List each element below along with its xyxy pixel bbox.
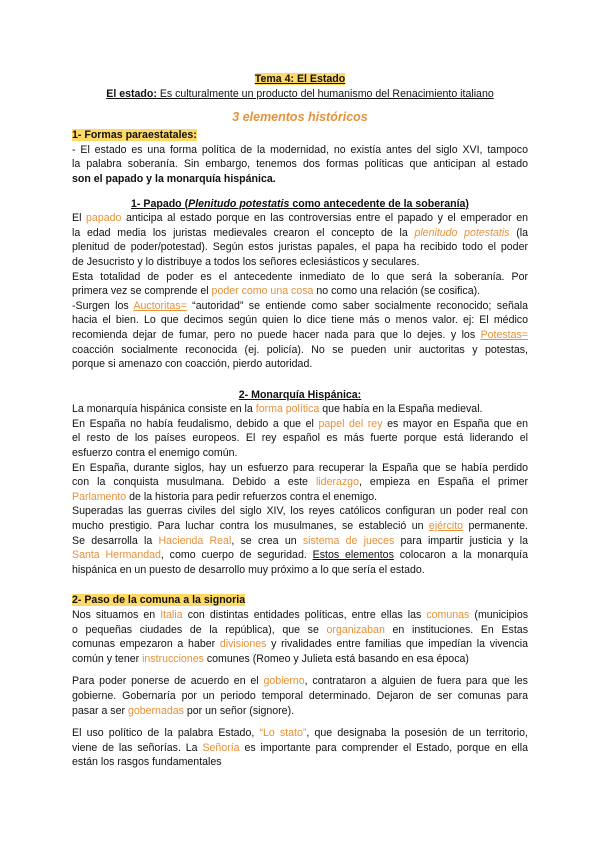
highlight-term: comunas xyxy=(426,609,470,621)
paragraph-line xyxy=(72,299,528,314)
comuna-heading: 2- Paso de la comuna a la signoria xyxy=(72,594,246,607)
text: para impartir justicia y la xyxy=(394,534,528,547)
text: viene de las señorías. La xyxy=(72,741,203,754)
section-formas-paraestatales xyxy=(72,128,528,186)
heading-italic: Plenitudo potestatis xyxy=(188,197,290,210)
paragraph-line: hacia el bien. Lo que decimos según quien lo dice tiene más o menos valor. ej: El médico xyxy=(72,314,528,327)
paragraph-line xyxy=(72,652,528,667)
section-heading: 3 elementos históricos xyxy=(232,110,368,125)
title-text: Tema 4: El Estado xyxy=(254,73,346,85)
paragraph-line xyxy=(72,623,528,638)
paragraph-line: la palabra soberanía. Sin embargo, tenemos dos formas políticas que anticipan al estado xyxy=(72,158,528,171)
paragraph-line xyxy=(72,284,528,299)
highlight-term: “Lo stato” xyxy=(259,727,307,740)
text: mucho prestigio. Para luchar contra los musulmanes, se estableció un xyxy=(72,520,429,533)
papado-heading xyxy=(72,197,528,212)
paragraph-line xyxy=(72,741,528,756)
highlight-term: Potestas= xyxy=(480,328,528,341)
paragraph-line: plenitud de poder/potestad). Según estos juristas papales, el papa ha recibido todo el poder xyxy=(72,241,528,254)
highlight-term: gobierno xyxy=(263,675,305,688)
paragraph-line xyxy=(72,608,528,623)
text: de la historia para pedir refuerzos contra el enemigo. xyxy=(126,490,378,503)
highlight-term: ejército xyxy=(428,520,464,533)
formas-heading: 1- Formas paraestatales: xyxy=(72,129,197,142)
text: no como una relación (se cosifica). xyxy=(313,285,481,298)
text: , contrataron a alguien de fuera para que les xyxy=(304,675,528,688)
paragraph-line xyxy=(72,417,528,432)
paragraph-line xyxy=(72,211,528,226)
highlight-term: forma política xyxy=(255,403,320,416)
text: , como cuerpo de seguridad. xyxy=(160,549,313,562)
text: con la conquista musulmana. Debido a este xyxy=(72,476,316,489)
paragraph-line: de Jesucristo y lo distribuye a todos los señores eclesiásticos y seculares. xyxy=(72,255,420,268)
paragraph-line xyxy=(72,490,528,505)
heading-part: 1- Papado ( xyxy=(131,197,189,210)
text: comunes (Romeo y Julieta está basando en esa época) xyxy=(203,652,469,665)
highlight-term: instrucciones xyxy=(142,652,204,665)
highlight-term: Santa Hermandad xyxy=(72,549,161,562)
text: común y tener xyxy=(72,652,143,665)
text: Se desarrolla la xyxy=(72,534,159,547)
highlight-term: gobernadas xyxy=(127,704,184,717)
text: , empieza en España el primer xyxy=(358,476,528,489)
section-papado xyxy=(72,197,528,372)
document-subtitle xyxy=(72,87,528,102)
paragraph-line xyxy=(72,402,528,417)
monarquia-heading: 2- Monarquía Hispánica: xyxy=(238,388,362,401)
highlight-term: plenitudo potestatis xyxy=(414,226,510,239)
text: que había en la España medieval. xyxy=(319,403,483,416)
document-title xyxy=(72,72,528,87)
paragraph-line: Superadas las guerras civiles del siglo XIV, los reyes católicos configuran un poder real con xyxy=(72,505,528,518)
highlight-term: poder como una cosa xyxy=(211,285,314,298)
highlight-term: Hacienda Real xyxy=(158,534,232,547)
text: permanente. xyxy=(463,520,528,533)
highlight-term: organizaban xyxy=(326,623,385,636)
text: comunas empezaron a haber xyxy=(72,638,220,651)
subtitle-text: Es culturalmente un producto del humanismo del Renacimiento italiano xyxy=(156,87,494,100)
text: es importante para comprender el Estado, porque en ella xyxy=(239,741,528,754)
text: o pequeñas ciudades de la república), que se xyxy=(72,623,327,636)
text: primera vez se comprende el xyxy=(72,285,212,298)
paragraph-line xyxy=(72,534,528,549)
highlight-term: Auctoritas= xyxy=(133,299,187,312)
underlined-term: Estos elementos xyxy=(312,549,394,562)
paragraph-line xyxy=(72,704,528,719)
paragraph-line xyxy=(72,548,528,563)
text: la edad media los juristas medievales crearon el concepto de la xyxy=(72,226,415,239)
paragraph-line: coacción socialmente reconocida (ej. policía). No se pueden unir auctoritas y potestas, xyxy=(72,343,528,356)
paragraph-line: - El estado es una forma política de la modernidad, no existía antes del siglo XVI, tampoco xyxy=(72,143,528,156)
paragraph-line xyxy=(72,726,528,741)
paragraph-line: gobierne. Gobernaría por un periodo temporal determinado. Dejaron de ser comunas para xyxy=(72,689,528,702)
highlight-term: Italia xyxy=(160,609,183,621)
paragraph-line: están los rasgos fundamentales xyxy=(72,756,222,769)
text: Nos situamos en xyxy=(72,609,161,621)
text: por un señor (signore). xyxy=(183,704,295,717)
paragraph-line: el resto de los países europeos. El rey español es más fuerte porque está liderando el xyxy=(72,432,528,445)
highlight-term: divisiones xyxy=(219,638,267,651)
text: anticipa al estado porque en las controversias entre el papado y el emperador en xyxy=(121,212,528,225)
heading-part: como antecedente de la soberanía) xyxy=(289,197,469,210)
text: es mayor en España que en xyxy=(382,417,528,430)
paragraph-line: En España, durante siglos, hay un esfuerzo para recuperar la España que se había perdido xyxy=(72,461,528,474)
paragraph-line xyxy=(72,328,528,343)
section-comuna-signoria xyxy=(72,593,528,770)
text: En España no había feudalismo, debido a que el xyxy=(72,417,319,430)
highlight-term: Parlamento xyxy=(72,490,127,503)
highlight-term: papel del rey xyxy=(318,417,383,430)
paragraph-line xyxy=(72,637,528,652)
text: con distintas entidades políticas, entre ellas las xyxy=(182,609,427,621)
subtitle-label: El estado: xyxy=(106,87,157,100)
section-monarquia xyxy=(72,388,528,578)
paragraph-line: esfuerzo contra el enemigo común. xyxy=(72,447,238,460)
highlight-term: sistema de jueces xyxy=(302,534,395,547)
text: , que designaba la posesión de un territorio, xyxy=(306,727,529,740)
highlight-term: papado xyxy=(86,212,122,225)
text: La monarquía hispánica consiste en la xyxy=(72,403,256,416)
text: recomienda dejar de fumar, pero no puede hacer nada para que lo dejes. y los xyxy=(72,328,481,341)
text: y rivalidades entre familias que impedían la vivencia xyxy=(266,638,528,651)
text: (municipios xyxy=(469,609,529,621)
paragraph-line: porque si amenazo con coacción, pierdo autoridad. xyxy=(72,358,313,371)
paragraph-line xyxy=(72,226,528,241)
paragraph-line: son el papado y la monarquía hispánica. xyxy=(72,172,276,185)
paragraph-line xyxy=(72,674,528,689)
paragraph-line: Esta totalidad de poder es el antecedente inmediato de lo que será la soberanía. Por xyxy=(72,270,528,283)
text: “autoridad” se entiende como saber socialmente reconocido; señala xyxy=(186,299,528,312)
text: El uso político de la palabra Estado, xyxy=(72,727,260,740)
paragraph-line xyxy=(72,519,528,534)
highlight-term: liderazgo xyxy=(315,476,359,489)
text: colocaron a la monarquía xyxy=(393,549,528,562)
text: El xyxy=(72,212,87,225)
text: (la xyxy=(509,226,528,239)
text: -Surgen los xyxy=(72,299,134,312)
text: , se crea un xyxy=(231,534,303,547)
text: Para poder ponerse de acuerdo en el xyxy=(72,675,264,688)
text: pasar a ser xyxy=(72,704,128,717)
text: en instituciones. En Estas xyxy=(384,623,528,636)
paragraph-line xyxy=(72,475,528,490)
highlight-term: Señoría xyxy=(202,741,240,754)
paragraph-line: hispánica en un puesto de desarrollo muy próximo a lo que sería el estado. xyxy=(72,563,425,576)
